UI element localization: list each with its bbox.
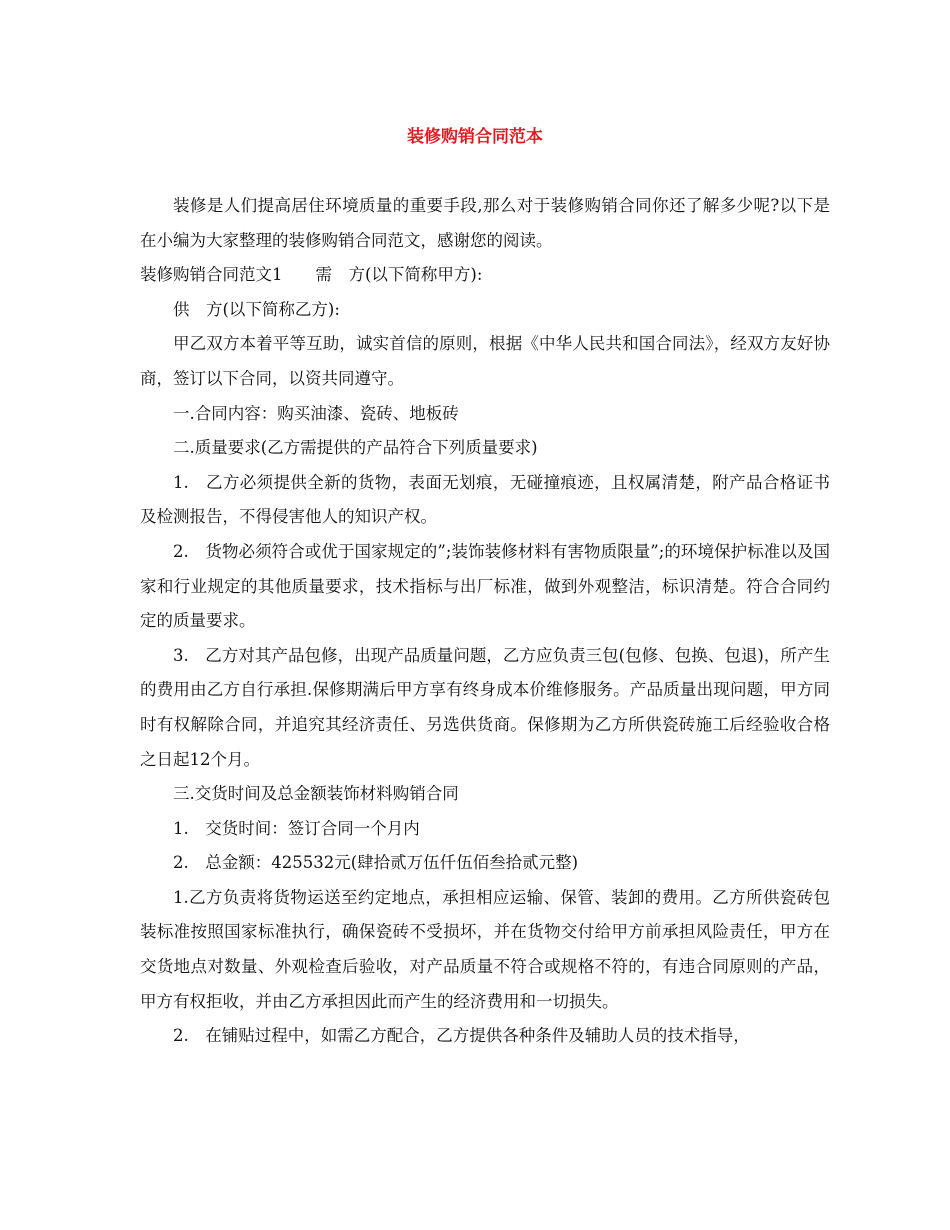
document-body [140, 189, 830, 1054]
document-paragraph: 2. 在铺贴过程中，如需乙方配合，乙方提供各种条件及辅助人员的技术指导， [173, 1026, 750, 1046]
document-paragraph: 2. 货物必须符合或优于国家规定的”;装饰装修材料有害物质限量”;的环境保护标准以及国家和行业规定的其他质量要求，技术指标与出厂标准，做到外观整洁，标识清楚。符合合同约定的质量要求。 [140, 541, 830, 631]
document-title: 装修购销合同范本 [407, 127, 543, 147]
document-paragraph: 1. 乙方必须提供全新的货物，表面无划痕，无碰撞痕迹，且权属清楚，附产品合格证书及检测报告，不得侵害他人的知识产权。 [140, 472, 830, 527]
document-paragraph: 装修是人们提高居住环境质量的重要手段,那么对于装修购销合同你还了解多少呢?以下是在小编为大家整理的装修购销合同范文，感谢您的阅读。 [140, 196, 830, 250]
document-paragraph: 1. 交货时间：签订合同一个月内 [173, 818, 420, 838]
document-paragraph: 三.交货时间及总金额装饰材料购销合同 [173, 784, 459, 804]
document-paragraph: 二.质量要求(乙方需提供的产品符合下列质量要求) [173, 438, 538, 458]
document-paragraph: 供 方(以下简称乙方): [173, 299, 340, 319]
document-paragraph: 2. 总金额：425532元(肆拾贰万伍仟伍佰叁拾贰元整) [173, 853, 579, 873]
document-paragraph: 装修购销合同范文1 需 方(以下简称甲方): [140, 265, 483, 285]
document-paragraph: 甲乙双方本着平等互助，诚实首信的原则，根据《中华人民共和国合同法》，经双方友好协商，签订以下合同，以资共同遵守。 [140, 334, 830, 388]
document-paragraph: 一.合同内容：购买油漆、瓷砖、地板砖 [173, 403, 459, 423]
document-paragraph: 3. 乙方对其产品包修，出现产品质量问题，乙方应负责三包(包修、包换、包退)，所产生的费用由乙方自行承担.保修期满后甲方享有终身成本价维修服务。产品质量出现问题，甲方同时有权解除合同，并追究其经济责任、另选供货商。保修期为乙方所供瓷砖施工后经验收合格之日起12个月。 [140, 645, 830, 769]
document-paragraph: 1.乙方负责将货物运送至约定地点，承担相应运输、保管、装卸的费用。乙方所供瓷砖包装标准按照国家标准执行，确保瓷砖不受损坏，并在货物交付给甲方前承担风险责任，甲方在交货地点对数量、外观检查后验收，对产品质量不符合或规格不符的，有违合同原则的产品，甲方有权拒收，并由乙方承担因此而产生的经济费用和一切损失。 [140, 887, 830, 1011]
